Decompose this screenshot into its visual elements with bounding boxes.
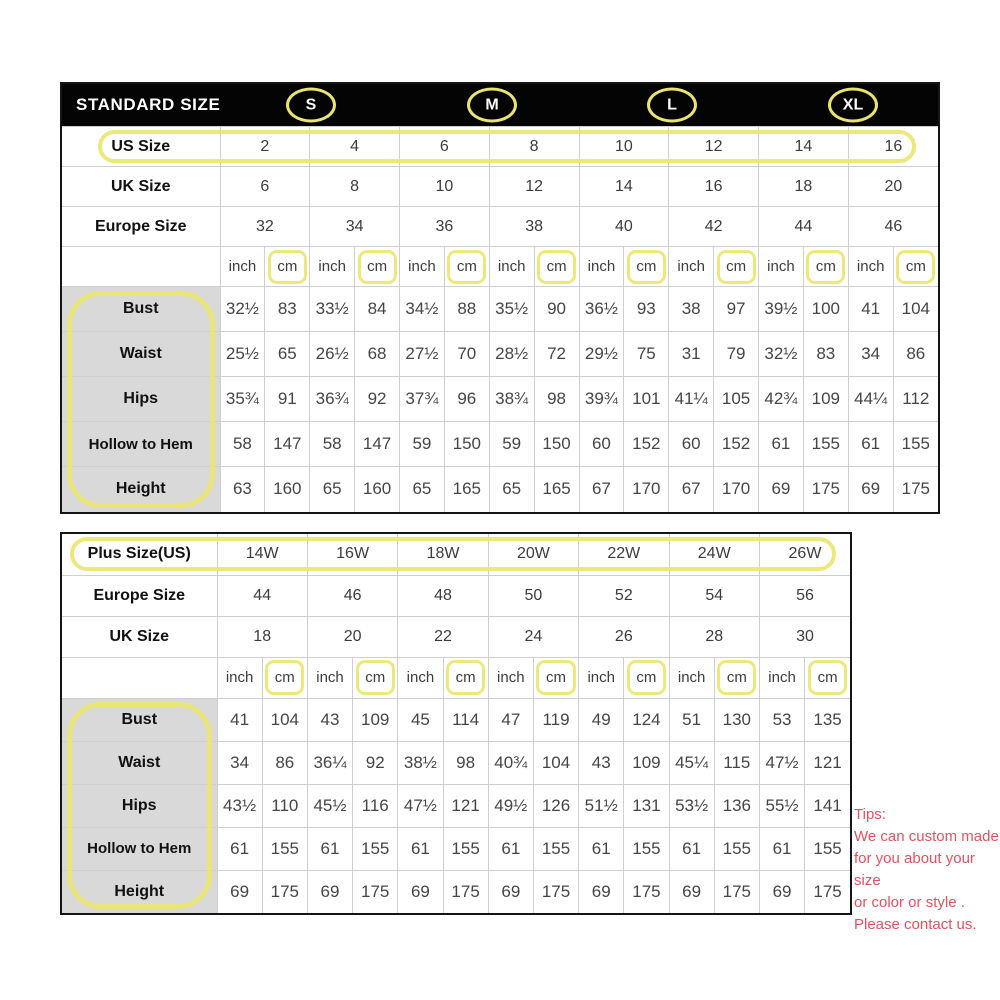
size-value-cell: 52 (579, 575, 669, 616)
measurement-value-cell: 131 (624, 784, 669, 827)
size-row (62, 534, 850, 575)
measurement-value-cell: 109 (803, 377, 848, 422)
measurement-value-cell: 61 (759, 827, 804, 870)
measurement-value-cell: 61 (848, 422, 893, 467)
size-value-cell: 8 (489, 127, 579, 167)
measurement-value-cell: 90 (534, 287, 579, 332)
measurement-value-cell: 44¼ (848, 377, 893, 422)
measurement-value-cell: 27½ (400, 332, 445, 377)
measurement-value-cell: 84 (355, 287, 400, 332)
measurement-value-cell: 75 (624, 332, 669, 377)
measurement-value-cell: 43 (579, 741, 624, 784)
unit-cm-label: cm (803, 247, 848, 287)
measurement-row (62, 870, 850, 913)
size-value-cell: 16 (848, 127, 938, 167)
size-value-cell: 6 (220, 167, 310, 207)
measurement-value-cell: 39¾ (579, 377, 624, 422)
tips-note (854, 804, 999, 936)
measurement-row (62, 827, 850, 870)
measurement-value-cell: 170 (714, 467, 759, 512)
measurement-value-cell: 112 (893, 377, 938, 422)
size-value-cell: 46 (848, 207, 938, 247)
measurement-value-cell: 37¾ (400, 377, 445, 422)
measurement-value-cell: 155 (262, 827, 307, 870)
measurement-row-label: Bust (62, 287, 220, 332)
measurement-value-cell: 160 (265, 467, 310, 512)
measurement-value-cell: 155 (624, 827, 669, 870)
measurement-value-cell: 38¾ (489, 377, 534, 422)
unit-inch-label: inch (217, 657, 262, 698)
size-group-circle-s: S (286, 88, 336, 123)
measurement-value-cell: 155 (893, 422, 938, 467)
measurement-value-cell: 59 (400, 422, 445, 467)
measurement-value-cell: 110 (262, 784, 307, 827)
measurement-value-cell: 47½ (398, 784, 443, 827)
measurement-value-cell: 160 (355, 467, 400, 512)
measurement-value-cell: 109 (624, 741, 669, 784)
measurement-row-label: Hips (62, 784, 217, 827)
unit-cm-label: cm (443, 657, 488, 698)
size-value-cell: 16 (669, 167, 759, 207)
measurement-value-cell: 29½ (579, 332, 624, 377)
measurement-value-cell: 121 (805, 741, 850, 784)
measurement-row-label: Waist (62, 741, 217, 784)
measurement-value-cell: 96 (444, 377, 489, 422)
measurement-value-cell: 36¼ (307, 741, 352, 784)
size-row-label: UK Size (62, 616, 217, 657)
measurement-row (62, 332, 938, 377)
tips-line: We can custom made (854, 828, 999, 845)
measurement-value-cell: 69 (488, 870, 533, 913)
measurement-value-cell: 61 (217, 827, 262, 870)
tips-line: for you about your size (854, 850, 975, 889)
measurement-value-cell: 98 (443, 741, 488, 784)
size-value-cell: 20 (848, 167, 938, 207)
measurement-value-cell: 26½ (310, 332, 355, 377)
measurement-value-cell: 175 (443, 870, 488, 913)
measurement-value-cell: 59 (489, 422, 534, 467)
measurement-value-cell: 69 (669, 870, 714, 913)
measurement-value-cell: 49½ (488, 784, 533, 827)
measurement-value-cell: 136 (714, 784, 759, 827)
measurement-value-cell: 155 (443, 827, 488, 870)
measurement-value-cell: 121 (443, 784, 488, 827)
measurement-value-cell: 61 (759, 422, 804, 467)
size-value-cell: 14W (217, 534, 307, 575)
measurement-value-cell: 45 (398, 698, 443, 741)
size-value-cell: 12 (489, 167, 579, 207)
measurement-value-cell: 58 (310, 422, 355, 467)
measurement-value-cell: 135 (805, 698, 850, 741)
size-value-cell: 44 (759, 207, 849, 247)
measurement-row-label: Hollow to Hem (62, 422, 220, 467)
measurement-value-cell: 41¼ (669, 377, 714, 422)
size-value-cell: 38 (489, 207, 579, 247)
measurement-row (62, 741, 850, 784)
size-group-circle-l: L (647, 88, 697, 123)
measurement-value-cell: 67 (579, 467, 624, 512)
measurement-row-label: Height (62, 467, 220, 512)
size-row (62, 575, 850, 616)
measurement-value-cell: 91 (265, 377, 310, 422)
measurement-value-cell: 34 (848, 332, 893, 377)
size-value-cell: 28 (669, 616, 759, 657)
measurement-value-cell: 61 (398, 827, 443, 870)
unit-inch-label: inch (579, 657, 624, 698)
size-row (62, 616, 850, 657)
measurement-value-cell: 55½ (759, 784, 804, 827)
measurement-value-cell: 39½ (759, 287, 804, 332)
size-row-label: US Size (62, 127, 220, 167)
measurement-row-label: Hollow to Hem (62, 827, 217, 870)
size-value-cell: 8 (310, 167, 400, 207)
measurement-value-cell: 61 (488, 827, 533, 870)
unit-cm-label: cm (353, 657, 398, 698)
size-value-cell: 34 (310, 207, 400, 247)
measurement-value-cell: 115 (714, 741, 759, 784)
measurement-value-cell: 60 (669, 422, 714, 467)
measurement-value-cell: 35½ (489, 287, 534, 332)
tips-line: or color or style . (854, 894, 965, 911)
measurement-value-cell: 69 (579, 870, 624, 913)
unit-cm-label: cm (624, 247, 669, 287)
measurement-value-cell: 42¾ (759, 377, 804, 422)
size-value-cell: 14 (759, 127, 849, 167)
size-value-cell: 14 (579, 167, 669, 207)
measurement-value-cell: 93 (624, 287, 669, 332)
measurement-value-cell: 114 (443, 698, 488, 741)
measurement-value-cell: 119 (533, 698, 578, 741)
measurement-value-cell: 35¾ (220, 377, 265, 422)
size-value-cell: 20 (307, 616, 397, 657)
measurement-value-cell: 109 (353, 698, 398, 741)
measurement-value-cell: 65 (310, 467, 355, 512)
measurement-value-cell: 155 (803, 422, 848, 467)
measurement-value-cell: 65 (400, 467, 445, 512)
tips-line: Please contact us. (854, 916, 977, 933)
measurement-value-cell: 38½ (398, 741, 443, 784)
measurement-value-cell: 32½ (759, 332, 804, 377)
unit-inch-label: inch (489, 247, 534, 287)
measurement-row (62, 467, 938, 512)
measurement-value-cell: 98 (534, 377, 579, 422)
measurement-value-cell: 165 (444, 467, 489, 512)
measurement-value-cell: 175 (805, 870, 850, 913)
measurement-value-cell: 47 (488, 698, 533, 741)
size-value-cell: 12 (669, 127, 759, 167)
size-row (62, 127, 938, 167)
measurement-value-cell: 104 (262, 698, 307, 741)
measurement-value-cell: 65 (265, 332, 310, 377)
unit-inch-label: inch (579, 247, 624, 287)
measurement-value-cell: 104 (533, 741, 578, 784)
size-row (62, 207, 938, 247)
measurement-value-cell: 68 (355, 332, 400, 377)
measurement-value-cell: 41 (217, 698, 262, 741)
measurement-value-cell: 105 (714, 377, 759, 422)
standard-size-header-bar (62, 84, 938, 126)
size-value-cell: 22W (579, 534, 669, 575)
measurement-value-cell: 53½ (669, 784, 714, 827)
size-value-cell: 54 (669, 575, 759, 616)
measurement-value-cell: 155 (353, 827, 398, 870)
measurement-value-cell: 150 (534, 422, 579, 467)
measurement-value-cell: 175 (533, 870, 578, 913)
measurement-value-cell: 155 (805, 827, 850, 870)
measurement-value-cell: 155 (714, 827, 759, 870)
size-value-cell: 18W (398, 534, 488, 575)
measurement-value-cell: 32½ (220, 287, 265, 332)
unit-inch-label: inch (759, 247, 804, 287)
size-value-cell: 2 (220, 127, 310, 167)
measurement-value-cell: 25½ (220, 332, 265, 377)
size-row (62, 167, 938, 207)
measurement-value-cell: 116 (353, 784, 398, 827)
size-row-label: UK Size (62, 167, 220, 207)
unit-cm-label: cm (714, 657, 759, 698)
size-group-circle-m: M (467, 88, 517, 123)
measurement-row (62, 422, 938, 467)
measurement-value-cell: 61 (579, 827, 624, 870)
size-value-cell: 46 (307, 575, 397, 616)
measurement-value-cell: 31 (669, 332, 714, 377)
unit-inch-label: inch (488, 657, 533, 698)
measurement-value-cell: 147 (265, 422, 310, 467)
measurement-value-cell: 141 (805, 784, 850, 827)
measurement-value-cell: 53 (759, 698, 804, 741)
measurement-value-cell: 51 (669, 698, 714, 741)
standard-size-table (60, 82, 940, 514)
unit-cm-label: cm (533, 657, 578, 698)
measurement-value-cell: 45½ (307, 784, 352, 827)
measurement-value-cell: 63 (220, 467, 265, 512)
measurement-value-cell: 86 (262, 741, 307, 784)
measurement-value-cell: 92 (355, 377, 400, 422)
size-value-cell: 6 (400, 127, 490, 167)
measurement-value-cell: 104 (893, 287, 938, 332)
unit-cm-label: cm (262, 657, 307, 698)
measurement-row-label: Hips (62, 377, 220, 422)
measurement-value-cell: 79 (714, 332, 759, 377)
size-value-cell: 32 (220, 207, 310, 247)
measurement-value-cell: 175 (893, 467, 938, 512)
size-value-cell: 22 (398, 616, 488, 657)
size-value-cell: 40 (579, 207, 669, 247)
unit-row-label-empty (62, 657, 217, 698)
measurement-value-cell: 34 (217, 741, 262, 784)
measurement-value-cell: 67 (669, 467, 714, 512)
unit-inch-label: inch (310, 247, 355, 287)
measurement-value-cell: 175 (624, 870, 669, 913)
unit-row (62, 247, 938, 287)
measurement-value-cell: 38 (669, 287, 714, 332)
measurement-value-cell: 101 (624, 377, 669, 422)
measurement-value-cell: 170 (624, 467, 669, 512)
measurement-value-cell: 175 (353, 870, 398, 913)
measurement-value-cell: 36¾ (310, 377, 355, 422)
size-row-label: Europe Size (62, 575, 217, 616)
measurement-value-cell: 65 (489, 467, 534, 512)
measurement-value-cell: 175 (714, 870, 759, 913)
measurement-row (62, 784, 850, 827)
measurement-value-cell: 69 (307, 870, 352, 913)
size-value-cell: 10 (400, 167, 490, 207)
unit-inch-label: inch (220, 247, 265, 287)
unit-cm-label: cm (805, 657, 850, 698)
unit-cm-label: cm (534, 247, 579, 287)
measurement-row (62, 377, 938, 422)
measurement-value-cell: 36½ (579, 287, 624, 332)
measurement-value-cell: 61 (307, 827, 352, 870)
size-value-cell: 26 (579, 616, 669, 657)
unit-cm-label: cm (444, 247, 489, 287)
standard-size-title: STANDARD SIZE (76, 95, 221, 114)
measurement-value-cell: 175 (803, 467, 848, 512)
unit-inch-label: inch (398, 657, 443, 698)
unit-inch-label: inch (848, 247, 893, 287)
size-value-cell: 44 (217, 575, 307, 616)
measurement-value-cell: 43 (307, 698, 352, 741)
standard-size-grid (62, 126, 938, 512)
measurement-value-cell: 69 (217, 870, 262, 913)
unit-row (62, 657, 850, 698)
measurement-value-cell: 97 (714, 287, 759, 332)
size-value-cell: 50 (488, 575, 578, 616)
plus-size-grid (62, 534, 850, 913)
measurement-value-cell: 150 (444, 422, 489, 467)
size-value-cell: 4 (310, 127, 400, 167)
measurement-value-cell: 83 (265, 287, 310, 332)
measurement-value-cell: 69 (848, 467, 893, 512)
measurement-value-cell: 60 (579, 422, 624, 467)
measurement-value-cell: 51½ (579, 784, 624, 827)
measurement-value-cell: 40¾ (488, 741, 533, 784)
measurement-value-cell: 47½ (759, 741, 804, 784)
measurement-value-cell: 126 (533, 784, 578, 827)
size-value-cell: 16W (307, 534, 397, 575)
measurement-value-cell: 41 (848, 287, 893, 332)
unit-inch-label: inch (307, 657, 352, 698)
unit-inch-label: inch (759, 657, 804, 698)
size-value-cell: 20W (488, 534, 578, 575)
measurement-value-cell: 72 (534, 332, 579, 377)
measurement-value-cell: 100 (803, 287, 848, 332)
measurement-value-cell: 61 (669, 827, 714, 870)
plus-size-table (60, 532, 852, 915)
measurement-value-cell: 155 (533, 827, 578, 870)
measurement-value-cell: 92 (353, 741, 398, 784)
measurement-row (62, 287, 938, 332)
measurement-value-cell: 83 (803, 332, 848, 377)
size-value-cell: 24W (669, 534, 759, 575)
measurement-value-cell: 130 (714, 698, 759, 741)
measurement-value-cell: 58 (220, 422, 265, 467)
unit-cm-label: cm (355, 247, 400, 287)
measurement-value-cell: 175 (262, 870, 307, 913)
measurement-value-cell: 70 (444, 332, 489, 377)
size-value-cell: 56 (759, 575, 850, 616)
measurement-value-cell: 43½ (217, 784, 262, 827)
measurement-value-cell: 33½ (310, 287, 355, 332)
measurement-value-cell: 69 (759, 467, 804, 512)
size-row-label: Plus Size(US) (62, 534, 217, 575)
measurement-value-cell: 152 (624, 422, 669, 467)
unit-inch-label: inch (400, 247, 445, 287)
unit-cm-label: cm (624, 657, 669, 698)
measurement-value-cell: 88 (444, 287, 489, 332)
measurement-value-cell: 69 (398, 870, 443, 913)
unit-inch-label: inch (669, 657, 714, 698)
measurement-value-cell: 28½ (489, 332, 534, 377)
measurement-value-cell: 49 (579, 698, 624, 741)
measurement-row-label: Height (62, 870, 217, 913)
measurement-value-cell: 45¼ (669, 741, 714, 784)
measurement-value-cell: 165 (534, 467, 579, 512)
measurement-row-label: Bust (62, 698, 217, 741)
size-value-cell: 36 (400, 207, 490, 247)
size-value-cell: 48 (398, 575, 488, 616)
measurement-row (62, 698, 850, 741)
measurement-value-cell: 69 (759, 870, 804, 913)
measurement-row-label: Waist (62, 332, 220, 377)
size-value-cell: 42 (669, 207, 759, 247)
unit-cm-label: cm (265, 247, 310, 287)
unit-row-label-empty (62, 247, 220, 287)
size-value-cell: 18 (217, 616, 307, 657)
measurement-value-cell: 147 (355, 422, 400, 467)
size-group-circle-xl: XL (828, 88, 878, 123)
size-row-label: Europe Size (62, 207, 220, 247)
measurement-value-cell: 34½ (400, 287, 445, 332)
size-value-cell: 10 (579, 127, 669, 167)
measurement-value-cell: 86 (893, 332, 938, 377)
measurement-value-cell: 152 (714, 422, 759, 467)
size-value-cell: 18 (759, 167, 849, 207)
unit-cm-label: cm (714, 247, 759, 287)
size-value-cell: 30 (759, 616, 850, 657)
size-value-cell: 26W (759, 534, 850, 575)
unit-inch-label: inch (669, 247, 714, 287)
size-value-cell: 24 (488, 616, 578, 657)
tips-title: Tips: (854, 806, 886, 823)
measurement-value-cell: 124 (624, 698, 669, 741)
unit-cm-label: cm (893, 247, 938, 287)
